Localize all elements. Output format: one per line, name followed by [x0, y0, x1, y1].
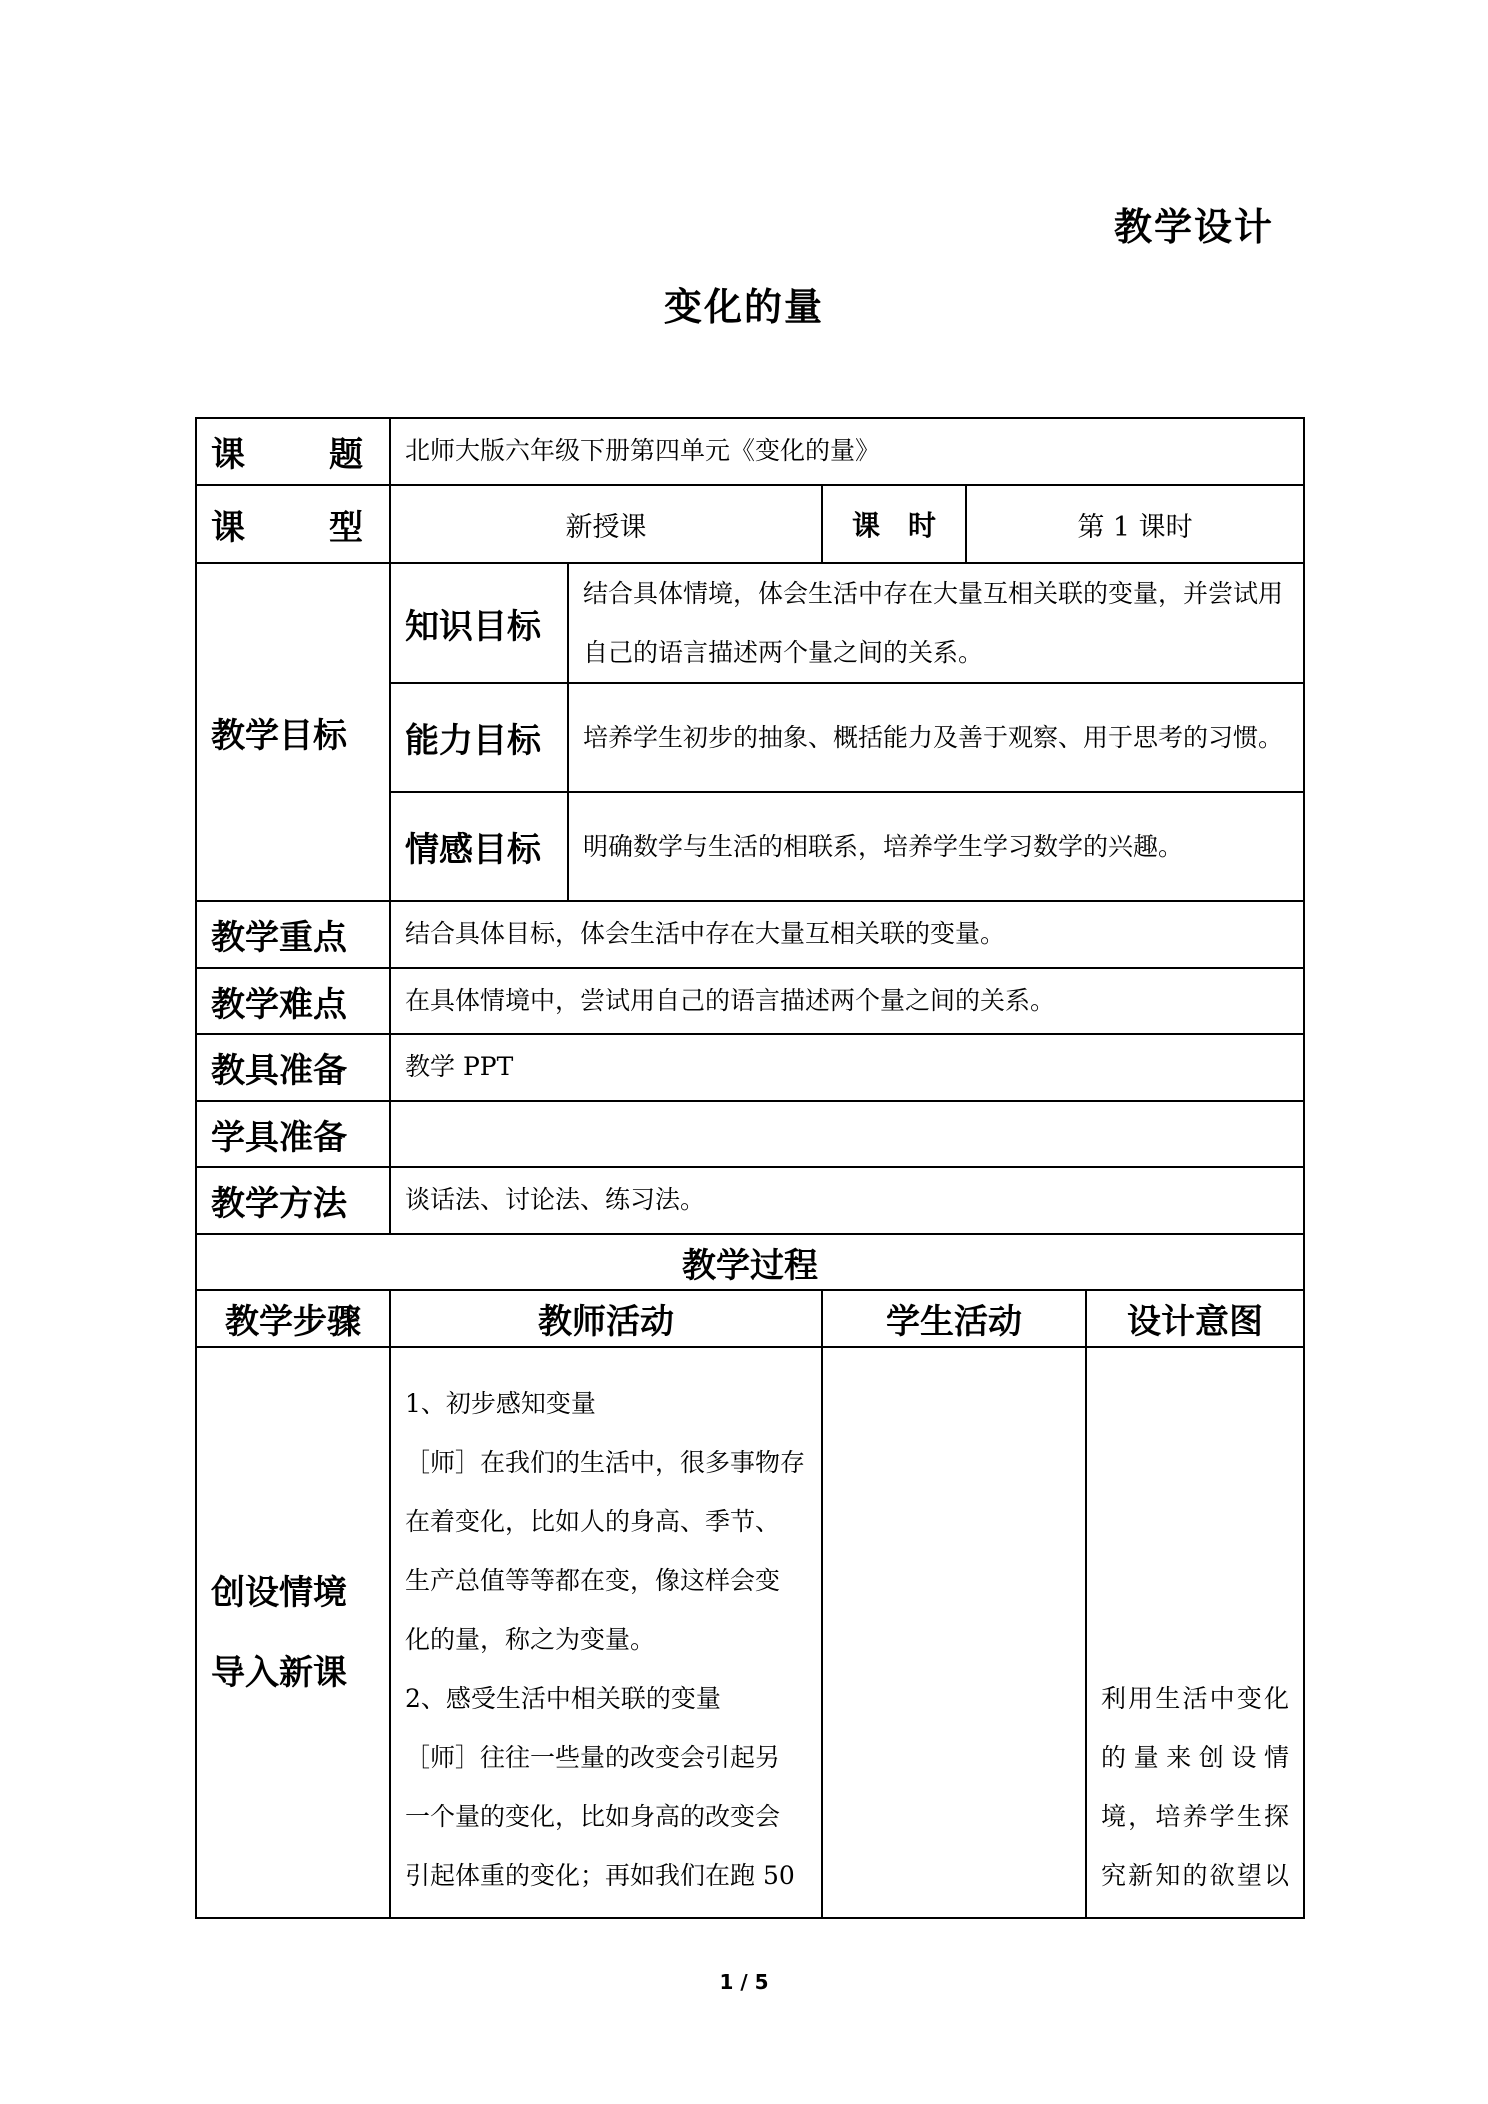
intent-line: 境，培养学生探 [1101, 1801, 1290, 1831]
teacher-line: 1、初步感知变量 [405, 1389, 596, 1418]
document-title: 变化的量 [663, 285, 824, 329]
teacher-line: 化的量，称之为变量。 [405, 1625, 656, 1654]
teacher-line: ［师］往往一些量的改变会引起另 [405, 1743, 781, 1772]
knowledge-goal-label: 知识目标 [390, 563, 568, 683]
col-teacher-header: 教师活动 [390, 1290, 822, 1347]
ability-goal-label: 能力目标 [390, 683, 568, 792]
document-tag: 教学设计 [1113, 205, 1274, 249]
teacher-line: 引起体重的变化；再如我们在跑 50 [405, 1861, 795, 1890]
teacher-tools-text: 教学 PPT [390, 1034, 1304, 1101]
intent-line: 利用生活中变化 [1101, 1683, 1290, 1713]
col-step-header: 教学步骤 [196, 1290, 390, 1347]
row-knowledge-goal [196, 563, 1304, 683]
step-name-line-1: 创设情境 [211, 1572, 347, 1613]
topic-label-cell [196, 418, 390, 485]
process-title: 教学过程 [196, 1234, 1304, 1290]
emotion-goal-text: 明确数学与生活的相联系，培养学生学习数学的兴趣。 [568, 792, 1304, 901]
type-label: 课 型 [211, 507, 363, 548]
row-process-header [196, 1290, 1304, 1347]
student-tools-text [390, 1101, 1304, 1167]
step-name-cell [196, 1347, 390, 1918]
row-topic [196, 418, 1304, 485]
type-value: 新授课 [390, 485, 822, 563]
method-label: 教学方法 [196, 1167, 390, 1234]
student-activity-cell [822, 1347, 1086, 1918]
emotion-goal-label: 情感目标 [390, 792, 568, 901]
teacher-tools-label: 教具准备 [196, 1034, 390, 1101]
teacher-line: 生产总值等等都在变，像这样会变 [405, 1566, 781, 1595]
design-intent [1101, 1361, 1289, 1905]
row-process-title [196, 1234, 1304, 1290]
row-difficulty [196, 968, 1304, 1034]
teacher-line: 在着变化，比如人的身高、季节、 [405, 1507, 781, 1536]
period-value: 第 1 课时 [966, 485, 1304, 563]
design-intent-cell [1086, 1347, 1304, 1918]
col-intent-header: 设计意图 [1086, 1290, 1304, 1347]
row-type [196, 485, 1304, 563]
step-name-line-2: 导入新课 [211, 1652, 347, 1693]
key-point-text: 结合具体目标，体会生活中存在大量互相关联的变量。 [390, 901, 1304, 968]
method-text: 谈话法、讨论法、练习法。 [390, 1167, 1304, 1234]
key-point-label: 教学重点 [196, 901, 390, 968]
goals-label: 教学目标 [196, 563, 390, 901]
row-method [196, 1167, 1304, 1234]
row-student-tools [196, 1101, 1304, 1167]
col-student-header: 学生活动 [822, 1290, 1086, 1347]
difficulty-label: 教学难点 [196, 968, 390, 1034]
difficulty-text: 在具体情境中，尝试用自己的语言描述两个量之间的关系。 [390, 968, 1304, 1034]
row-teacher-tools [196, 1034, 1304, 1101]
row-key-point [196, 901, 1304, 968]
knowledge-goal-text: 结合具体情境，体会生活中存在大量互相关联的变量，并尝试用自己的语言描述两个量之间的关系。 [568, 563, 1304, 683]
type-label-cell [196, 485, 390, 563]
topic-label: 课 题 [211, 435, 363, 475]
teacher-line: 一个量的变化，比如身高的改变会 [405, 1802, 781, 1831]
ability-goal-text: 培养学生初步的抽象、概括能力及善于观察、用于思考的习惯。 [568, 683, 1304, 792]
teacher-line: ［师］在我们的生活中，很多事物存 [405, 1448, 806, 1477]
lesson-plan-table [195, 417, 1305, 1919]
row-step-1 [196, 1347, 1304, 1918]
intent-line: 的量来创设情 [1101, 1742, 1290, 1772]
topic-value: 北师大版六年级下册第四单元《变化的量》 [390, 418, 1304, 485]
student-tools-label: 学具准备 [196, 1101, 390, 1167]
teacher-line: 2、感受生活中相关联的变量 [405, 1684, 721, 1713]
teacher-activity [405, 1360, 807, 1905]
intent-line: 究新知的欲望以 [1101, 1860, 1290, 1890]
teacher-activity-cell [390, 1347, 822, 1918]
page-number: 1 / 5 [719, 1970, 769, 1994]
period-label: 课 时 [822, 485, 966, 563]
